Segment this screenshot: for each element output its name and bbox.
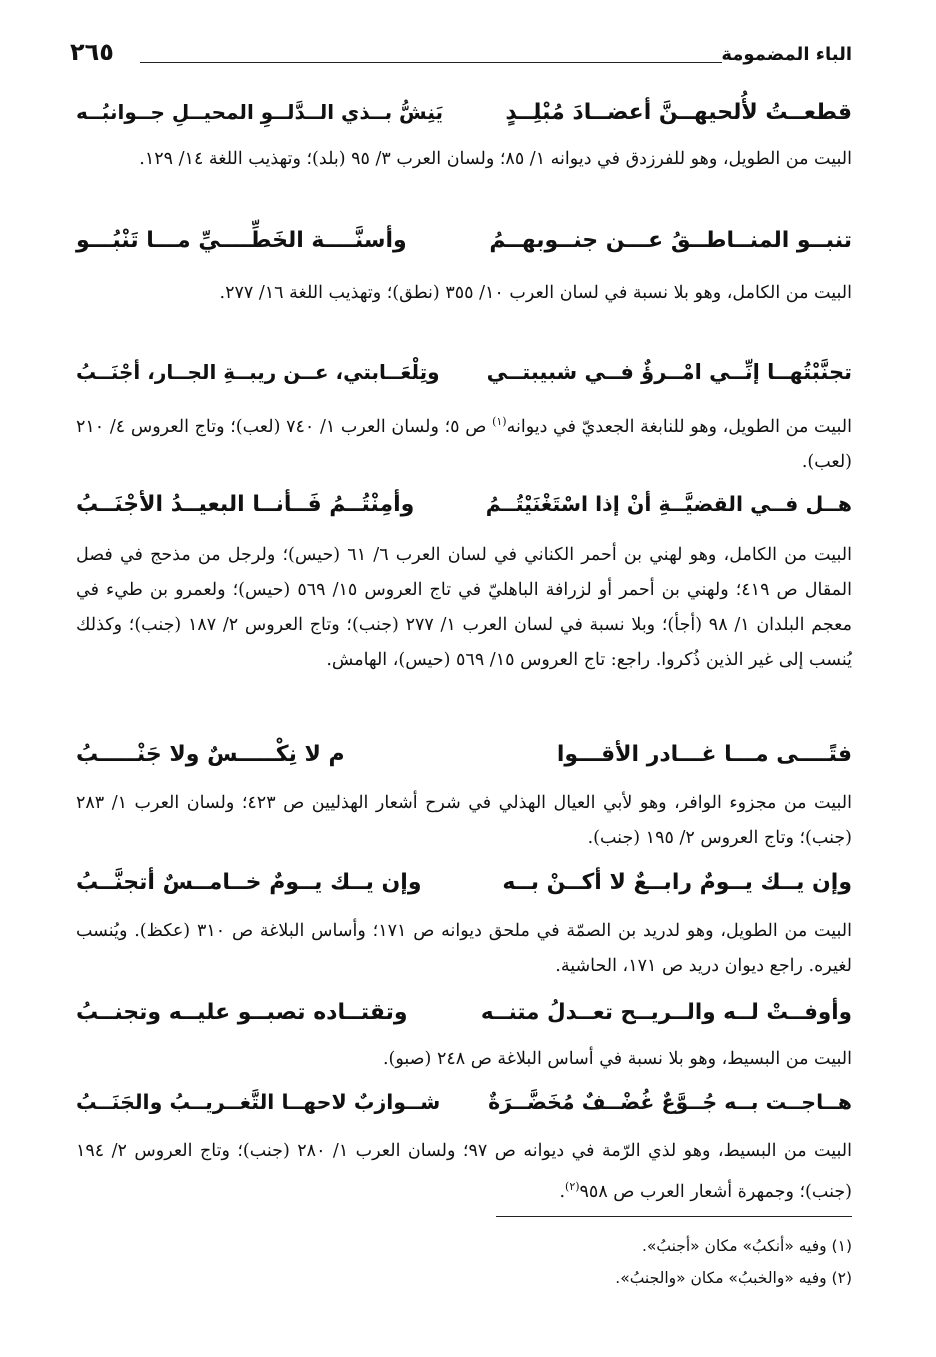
footnote: (٢) وفيه «والخببُ» مكان «والجنبُ». (615, 1269, 852, 1287)
note-text: البيت من الطويل، وهو للفرزدق في ديوانه ١/ ٨٥؛ ولسان العرب ٣/ ٩٥ (بلد)؛ وتهذيب اللغة ١٤/ ١٢٩. (139, 149, 852, 169)
note-text-cont: . (559, 1181, 566, 1202)
verse-note (76, 1134, 852, 1210)
verse-second-hemistich: وتِلْعَــابتي، عــن ريبــةِ الجــار، أجْنَــبُ (76, 360, 440, 384)
verse-note (76, 1042, 852, 1077)
verse-first-hemistich: هــل فــي القضيَّــةِ أنْ إذا اسْتَغْنَيْتُــمُ (485, 492, 852, 516)
note-text: البيت من البسيط، وهو بلا نسبة في أساس البلاغة ص ٢٤٨ (صبو). (382, 1049, 852, 1069)
note-text: البيت من الطويل، وهو لدريد بن الصمّة في ملحق ديوانه ص ١٧١؛ وأساس البلاغة ص ٣١٠ (عكظ). ويُنسب لغيره. راجع ديوان دريد ص ١٧١، الحاشية. (76, 921, 852, 976)
header-rule (140, 62, 722, 63)
verse-second-hemistich: م لا نِكْـــــسٌ ولا جَنْـــــبُ (76, 742, 345, 767)
verse-note (76, 142, 852, 177)
footnote-marker: (٢) (565, 1180, 580, 1193)
page-header (70, 38, 852, 74)
verse (76, 1090, 852, 1130)
verse-first-hemistich: وإن يــك يــومٌ رابــعٌ لا أكــنْ بــه (502, 870, 852, 895)
verse-second-hemistich: يَنِشُّ بــذي الــدَّلــوِ المحيــلِ جــوانبُــه (76, 100, 444, 124)
page-number: ٢٦٥ (70, 38, 114, 66)
footnote: (١) وفيه «أنكبُ» مكان «أجنبُ». (641, 1237, 852, 1255)
verse-second-hemistich: وأمِنْتُــمُ فَــأنــا البعيــدُ الأجْنَــبُ (76, 492, 415, 517)
verse-first-hemistich: تجنَّبْتُهــا إنِّــي امْــرؤٌ فــي شبيبتــي (486, 360, 852, 384)
verse-first-hemistich: وأوفــتْ لــه والــريــح تعــدلُ متنــه (480, 1000, 852, 1025)
footnote-marker: (١) (492, 415, 507, 428)
verse (76, 870, 852, 910)
verse (76, 742, 852, 782)
verse-second-hemistich: وأسنَّــــة الخَطِّــــيِّ مـــا تَنْبُـــو (76, 228, 407, 253)
footnote-rule (496, 1216, 852, 1217)
note-text: البيت من البسيط، وهو لذي الرّمة في ديوانه ص ٩٧؛ ولسان العرب ١/ ٢٨٠ (جنب)؛ وتاج العروس ٢/ ١٩٤ (جنب)؛ وجمهرة أشعار العرب ص ٩٥٨ (76, 1141, 852, 1202)
verse (76, 1000, 852, 1040)
note-text: البيت من الكامل، وهو لهني بن أحمر الكناني في لسان العرب ٦/ ٦١ (حيس)؛ ولرجل من مذحج في فصل المقال ص ٤١٩؛ ولهني بن أحمر أو لزرافة الباهليّ في تاج العروس ١٥/ ٥٦٩ (حيس)؛ ولعمرو بن طيء في معجم البلدان ١/ ٩٨ (أجأ)؛ وبلا نسبة في لسان العرب ١/ ٢٧٧ (جنب)؛ وتاج العروس ٢/ ١٨٧ (جنب)؛ وكذلك يُنسب إلى غير الذين ذُكروا. راجع: تاج العروس ١٥/ ٥٦٩ (حيس)، الهامش. (76, 545, 852, 670)
verse-first-hemistich: قطعــتُ لأُلحيهــنَّ أعضــادَ مُبْلِــدٍ (505, 100, 852, 125)
note-text: البيت من الكامل، وهو بلا نسبة في لسان العرب ١٠/ ٣٥٥ (نطق)؛ وتهذيب اللغة ١٦/ ٢٧٧. (219, 283, 852, 303)
verse-first-hemistich: فتًــــى مـــا غـــادر الأقـــوا (556, 742, 852, 767)
verse (76, 100, 852, 140)
verse-note (76, 404, 852, 480)
verse (76, 228, 852, 268)
verse-second-hemistich: وإن يــك يــومٌ خــامــسٌ أتجنَّــبُ (76, 870, 422, 895)
verse-second-hemistich: وتقتــاده تصبــو عليــه وتجنــبُ (76, 1000, 408, 1025)
verse (76, 492, 852, 532)
verse-note (76, 914, 852, 984)
verse-first-hemistich: هــاجــت بــه جُــوَّعٌ غُضْــفٌ مُخَضَّــرَةٌ (488, 1090, 852, 1114)
verse (76, 360, 852, 400)
note-text-cont: ص ٥؛ ولسان العرب ١/ ٧٤٠ (لعب)؛ وتاج العروس ٤/ ٢١٠ (لعب). (76, 416, 852, 472)
note-text: البيت من مجزوء الوافر، وهو لأبي العيال الهذلي في شرح أشعار الهذليين ص ٤٢٣؛ ولسان العرب ١/ ٢٨٣ (جنب)؛ وتاج العروس ٢/ ١٩٥ (جنب). (76, 793, 852, 848)
verse-second-hemistich: شــوازبٌ لاحهــا التَّغــريــبُ والجَنَــبُ (76, 1090, 441, 1114)
verse-note (76, 538, 852, 678)
chapter-title: الباء المضمومة (721, 44, 852, 65)
verse-note (76, 786, 852, 856)
verse-first-hemistich: تنبــو المنــاطــقُ عـــن جنــوبهــمُ (489, 228, 852, 253)
verse-note (76, 276, 852, 311)
note-text: البيت من الطويل، وهو للنابغة الجعديّ في ديوانه (506, 416, 852, 437)
